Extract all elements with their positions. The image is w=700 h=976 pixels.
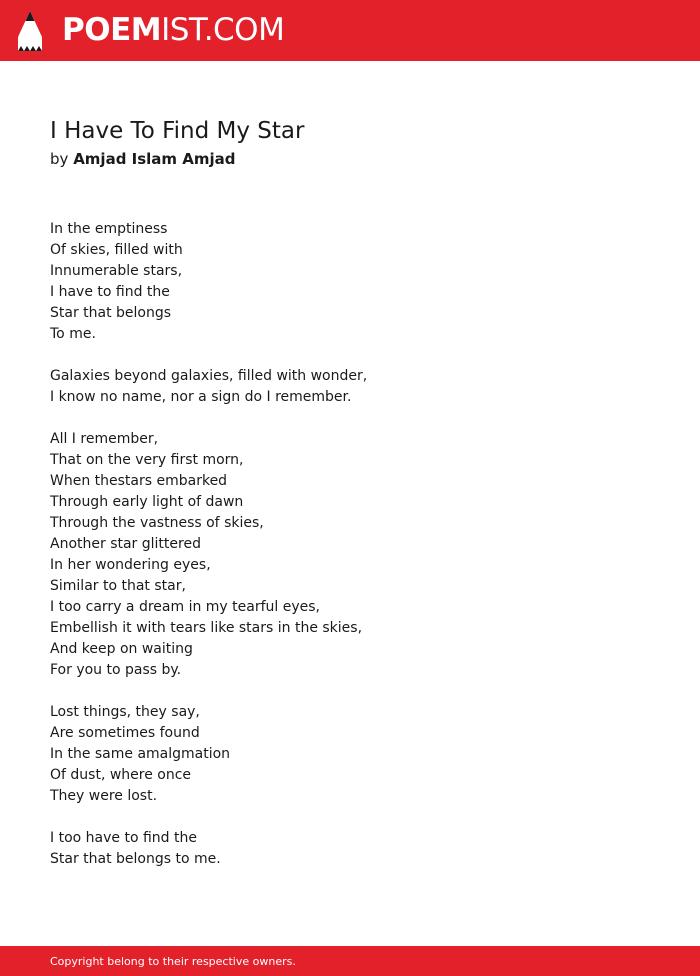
logo-text-light: IST.COM: [161, 12, 285, 48]
stanza: [50, 828, 650, 870]
poem-line: I have to find the: [50, 284, 170, 300]
poem-line: Of skies, filled with: [50, 242, 183, 258]
pencil-tip-icon: [17, 10, 43, 52]
by-label: by: [50, 150, 69, 168]
poem-line: Star that belongs to me.: [50, 851, 221, 867]
stanza: [50, 429, 650, 681]
poem-line: Through the vastness of skies,: [50, 515, 264, 531]
poem-line: And keep on waiting: [50, 641, 193, 657]
poem-line: I too have to find the: [50, 830, 197, 846]
poem-line: Another star glittered: [50, 536, 201, 552]
author-name: Amjad Islam Amjad: [73, 150, 236, 168]
poem-line: That on the very first morn,: [50, 452, 244, 468]
poem-line: They were lost.: [50, 788, 158, 804]
poem-line: Embellish it with tears like stars in the skies,: [50, 620, 363, 636]
poem-line: Are sometimes found: [50, 725, 200, 741]
copyright-notice: Copyright belong to their respective owners.: [50, 955, 296, 968]
poem-line: When thestars embarked: [50, 473, 228, 489]
site-logo[interactable]: [62, 11, 284, 49]
poem-line: I too carry a dream in my tearful eyes,: [50, 599, 320, 615]
poem-line: Galaxies beyond galaxies, filled with wonder,: [50, 368, 368, 384]
logo-text-bold: POEM: [62, 12, 162, 48]
stanza: [50, 702, 650, 807]
poem-line: Star that belongs: [50, 305, 172, 321]
poem-line: In the emptiness: [50, 221, 168, 237]
poem-line: All I remember,: [50, 431, 159, 447]
poem-line: For you to pass by.: [50, 662, 182, 678]
poem-line: Lost things, they say,: [50, 704, 200, 720]
poem-line: Through early light of dawn: [50, 494, 244, 510]
poem-line: To me.: [50, 326, 96, 342]
poem-line: Innumerable stars,: [50, 263, 183, 279]
poem-line: Of dust, where once: [50, 767, 192, 783]
poem-line: Similar to that star,: [50, 578, 186, 594]
byline: [50, 148, 236, 170]
poem-body: [50, 219, 650, 891]
poem-line: I know no name, nor a sign do I remember.: [50, 389, 352, 405]
stanza: [50, 366, 650, 408]
stanza: [50, 219, 650, 345]
site-footer: [0, 946, 700, 976]
poem-title: I Have To Find My Star: [50, 118, 305, 144]
poem-line: In her wondering eyes,: [50, 557, 211, 573]
site-header: [0, 0, 700, 61]
poem-line: In the same amalgmation: [50, 746, 231, 762]
